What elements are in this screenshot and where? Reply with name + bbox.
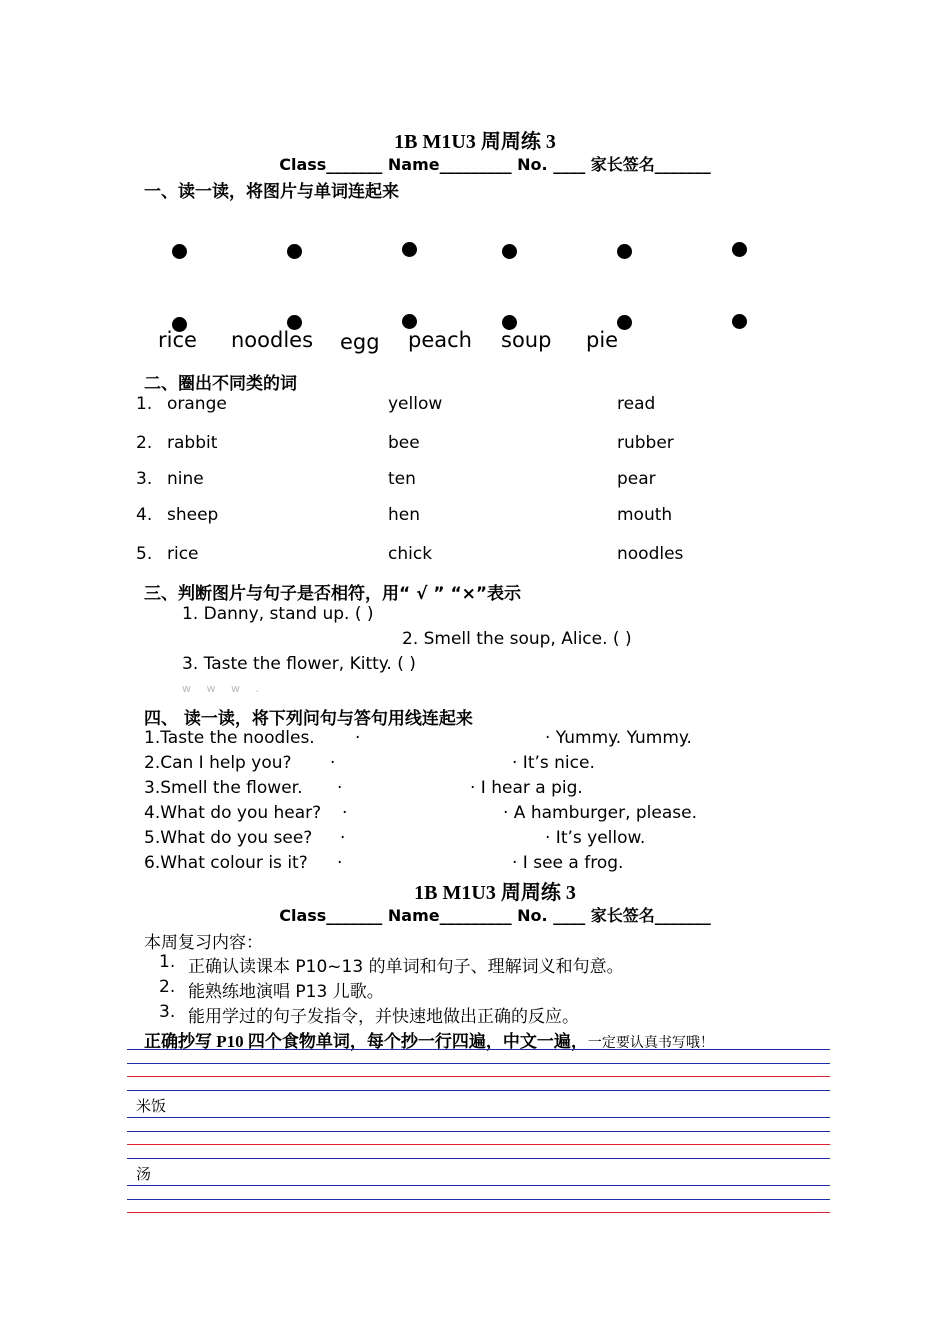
- match-dot-top-1[interactable]: [172, 244, 187, 259]
- question-1: 1.Taste the noodles.: [144, 728, 315, 748]
- review-title: 本周复习内容：: [144, 933, 263, 953]
- judge-item-2[interactable]: 2. Smell the soup, Alice. ( ): [402, 629, 632, 649]
- option-word[interactable]: pear: [617, 469, 656, 489]
- page-2-title: 1B M1U3 周周练 3: [414, 882, 576, 904]
- section-4-heading: 四、 读一读，将下列问句与答句用线连起来: [144, 709, 473, 729]
- writing-line: [127, 1212, 830, 1213]
- row-number: 5.: [136, 544, 153, 564]
- word-rice: rice: [158, 328, 197, 352]
- review-item-1: 正确认读课本 P10~13 的单词和句子、理解词义和句意。: [188, 957, 624, 977]
- judge-item-3[interactable]: 3. Taste the flower, Kitty. ( ): [182, 654, 416, 674]
- option-word[interactable]: rice: [167, 544, 199, 564]
- review-item-3: 能用学过的句子发指令，并快速地做出正确的反应。: [188, 1007, 579, 1027]
- label-rice-cn: 米饭: [136, 1097, 167, 1115]
- option-word[interactable]: hen: [388, 505, 421, 525]
- match-dot-bottom-5[interactable]: [617, 315, 632, 330]
- question-dot-2[interactable]: ·: [330, 753, 336, 773]
- answer-2[interactable]: · It’s nice.: [512, 753, 595, 773]
- section-1-heading: 一、读一读，将图片与单词连起来: [144, 182, 399, 202]
- section-3-heading: 三、判断图片与句子是否相符，用“ √ ” “×”表示: [144, 584, 522, 604]
- option-word[interactable]: orange: [167, 394, 227, 414]
- question-4: 4.What do you hear?: [144, 803, 322, 823]
- question-dot-3[interactable]: ·: [337, 778, 343, 798]
- writing-line: [127, 1158, 830, 1159]
- question-dot-4[interactable]: ·: [342, 803, 348, 823]
- option-word[interactable]: rubber: [617, 433, 674, 453]
- question-3: 3.Smell the flower.: [144, 778, 303, 798]
- answer-6[interactable]: · I see a frog.: [512, 853, 624, 873]
- match-dot-top-2[interactable]: [287, 244, 302, 259]
- answer-4[interactable]: · A hamburger, please.: [503, 803, 698, 823]
- option-word[interactable]: nine: [167, 469, 204, 489]
- option-word[interactable]: yellow: [388, 394, 443, 414]
- match-dot-top-4[interactable]: [502, 244, 517, 259]
- row-number: 3.: [136, 469, 153, 489]
- review-num-1: 1.: [159, 952, 176, 972]
- word-noodles: noodles: [231, 328, 314, 352]
- match-dot-bottom-3[interactable]: [402, 314, 417, 329]
- answer-3[interactable]: · I hear a pig.: [470, 778, 583, 798]
- option-word[interactable]: noodles: [617, 544, 684, 564]
- option-word[interactable]: sheep: [167, 505, 219, 525]
- question-2: 2.Can I help you?: [144, 753, 292, 773]
- writing-line: [127, 1117, 830, 1118]
- word-pie: pie: [586, 328, 619, 352]
- match-dot-top-3[interactable]: [402, 242, 417, 257]
- writing-line: [127, 1131, 830, 1132]
- row-number: 1.: [136, 394, 153, 414]
- label-soup-cn: 汤: [136, 1165, 152, 1183]
- word-egg: egg: [340, 330, 380, 354]
- match-dot-top-5[interactable]: [617, 244, 632, 259]
- question-6: 6.What colour is it?: [144, 853, 308, 873]
- word-peach: peach: [408, 328, 472, 352]
- writing-line: [127, 1199, 830, 1200]
- option-word[interactable]: ten: [388, 469, 416, 489]
- writing-line: [127, 1144, 830, 1145]
- student-info-header: Class_______ Name_________ No. ____ 家长签名_______: [279, 155, 711, 174]
- word-soup: soup: [501, 328, 552, 352]
- section-2-heading: 二、圈出不同类的词: [144, 374, 297, 394]
- answer-5[interactable]: · It’s yellow.: [545, 828, 646, 848]
- option-word[interactable]: bee: [388, 433, 420, 453]
- option-word[interactable]: chick: [388, 544, 433, 564]
- match-dot-bottom-6[interactable]: [732, 314, 747, 329]
- row-number: 4.: [136, 505, 153, 525]
- writing-line: [127, 1076, 830, 1077]
- review-num-2: 2.: [159, 977, 176, 997]
- writing-line: [127, 1185, 830, 1186]
- student-info-header-2: Class_______ Name_________ No. ____ 家长签名_______: [279, 906, 711, 925]
- faint-watermark-text: w w w .: [182, 682, 265, 695]
- question-dot-6[interactable]: ·: [337, 853, 343, 873]
- copy-instruction-note: 一定要认真书写哦！: [587, 1036, 714, 1051]
- writing-line: [127, 1063, 830, 1064]
- option-word[interactable]: rabbit: [167, 433, 218, 453]
- writing-line: [127, 1049, 830, 1050]
- page-title: 1B M1U3 周周练 3: [394, 131, 556, 153]
- question-dot-5[interactable]: ·: [340, 828, 346, 848]
- option-word[interactable]: mouth: [617, 505, 673, 525]
- copy-instruction-main: 正确抄写 P10 四个食物单词，每个抄一行四遍，中文一遍，: [144, 1032, 588, 1051]
- answer-1[interactable]: · Yummy. Yummy.: [545, 728, 692, 748]
- row-number: 2.: [136, 433, 153, 453]
- review-num-3: 3.: [159, 1002, 176, 1022]
- match-dot-top-6[interactable]: [732, 242, 747, 257]
- question-dot-1[interactable]: ·: [355, 728, 361, 748]
- judge-item-1[interactable]: 1. Danny, stand up. ( ): [182, 604, 374, 624]
- option-word[interactable]: read: [617, 394, 656, 414]
- question-5: 5.What do you see?: [144, 828, 313, 848]
- writing-line: [127, 1090, 830, 1091]
- review-item-2: 能熟练地演唱 P13 儿歌。: [188, 982, 384, 1002]
